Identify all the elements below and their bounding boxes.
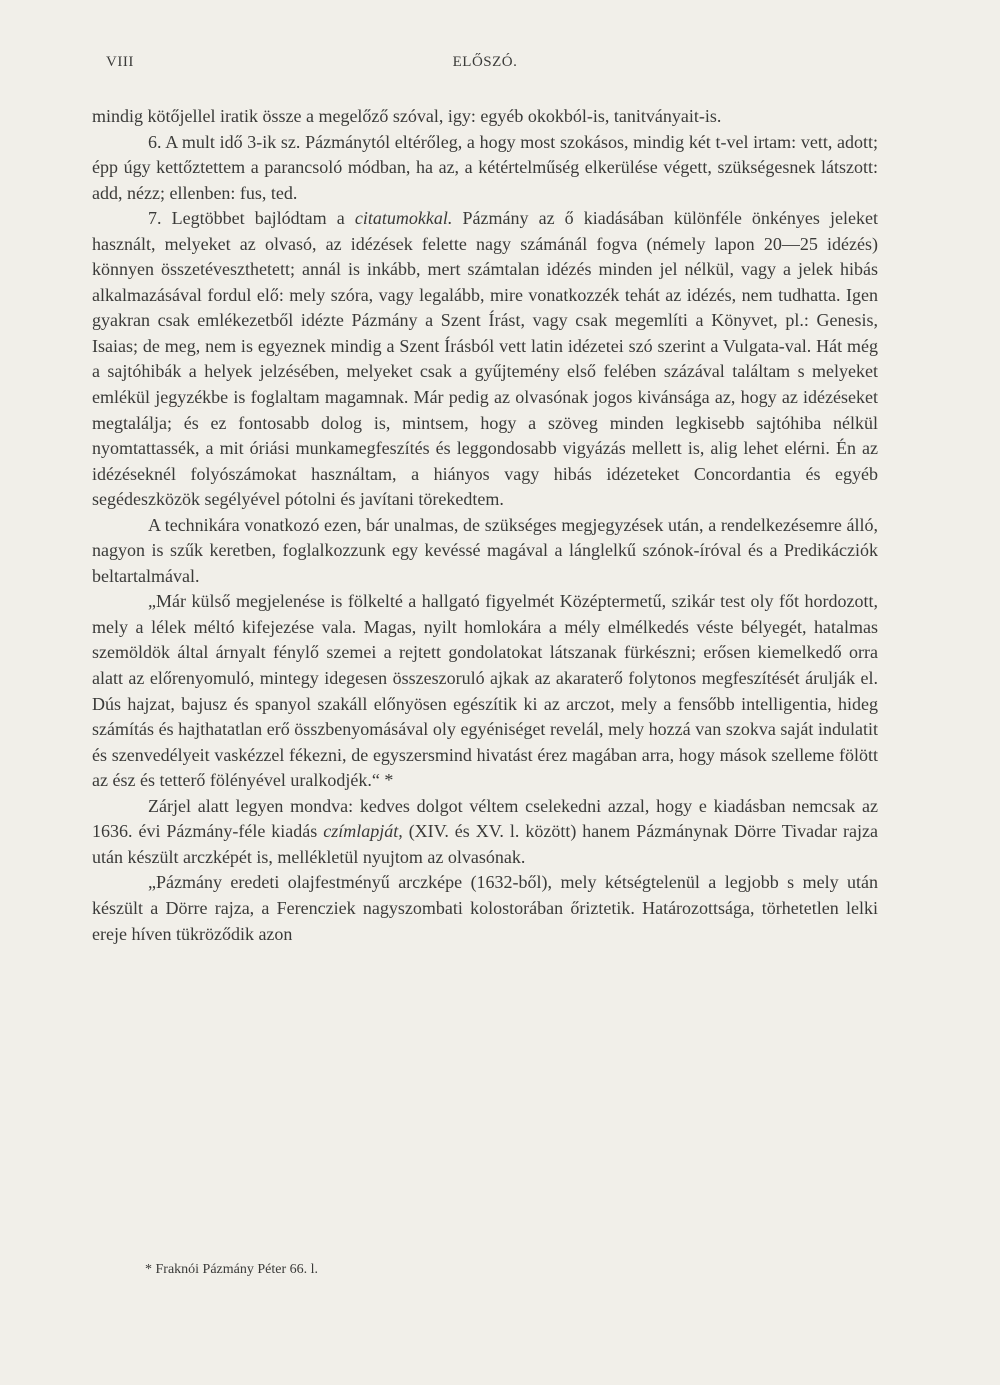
paragraph-5: „Már külső megjelenése is fölkelté a hallgató figyelmét Középtermetű, szikár test oly főt hordozott, mely a lélek méltó kifejezése vala. Magas, nyilt homlokára a mély elmélkedés véste bélyegét, hatalmas szemöldök által árnyalt fénylő szemei a rejtett gondolatokat látszanak fürkészni; erősen kiemelkedő orra alatt az előrenyomuló, mintegy idegesen összeszoruló ajkak az akaraterő folytonos megfeszítését árulják el. Dús hajzat, bajusz és spanyol szakáll előnyösen egészítik ki az arczot, mely a fensőbb intelligentia, hideg számítás és hajthatatlan erő összbenyomásával oly egyéniséget revelál, mely hozzá van szokva saját indulatit és szenvedélyeit vaskézzel fékezni, de egyszersmind hivatást érez magában arra, hogy mások szelleme fölött az ész és tetterő fölényével uralkodjék.“ * bbox=[92, 591, 878, 791]
main-text bbox=[92, 104, 878, 947]
footnote-text: * Fraknói Pázmány Péter 66. l. bbox=[145, 1262, 319, 1277]
paragraph-6-italic: czímlapját, bbox=[323, 821, 403, 842]
paragraph-1: mindig kötőjellel iratik össze a megelőző szóval, igy: egyéb okokból-is, tanitványait-is. bbox=[92, 106, 722, 126]
paragraph-3-italic: citatumokkal. bbox=[354, 208, 453, 229]
paragraph-2: 6. A mult idő 3-ik sz. Pázmánytól eltérőleg, a hogy most szokásos, mindig két t-vel irtam: vett, adott; épp úgy kettőztettem a parancsoló módban, ha az, a kétértelműség elkerülése végett, szükségesnek látszott: add, nézz; ellenben: fus, ted. bbox=[92, 131, 878, 203]
paragraph-6 bbox=[92, 794, 878, 871]
paragraph-4: A technikára vonatkozó ezen, bár unalmas, de szükséges megjegyzések után, a rendelkezésemre álló, nagyon is szűk keretben, foglalkozzunk egy kevéssé magával a lánglelkű szónok-íróval és a Predikácziók beltartalmával. bbox=[92, 514, 878, 586]
page-number: VIII bbox=[106, 54, 134, 70]
footnote bbox=[92, 1260, 878, 1280]
paragraph-6-lead: Zárjel alatt legyen mondva: kedves dolgot véltem cselekedni azzal, hogy e kiadásban nemcsak az 1636. évi Pázmány-féle kiadás bbox=[92, 795, 878, 842]
paragraph-7: „Pázmány eredeti olajfestményű arczképe (1632-ből), mely kétségtelenül a legjobb s mely után készült a Dörre rajza, a Ferencziek nagyszombati kolostorában őriztetik. Határozottsága, törhetetlen lelki ereje híven tükröződik azon bbox=[92, 872, 878, 944]
paragraph-6-rest: (XIV. és XV. l. között) hanem Pázmánynak Dörre Tivadar rajza után készült arczképét is, mellékletül nyujtom az olvasónak. bbox=[92, 821, 878, 867]
page-title: ELŐSZÓ. bbox=[452, 54, 518, 70]
running-head bbox=[92, 54, 878, 80]
paragraph-3 bbox=[92, 206, 878, 513]
paragraph-3-lead: 7. Legtöbbet bajlódtam a bbox=[148, 208, 355, 229]
paragraph-3-rest: Pázmány az ő kiadásában különféle önkényes jeleket használt, melyeket az olvasó, az idézések felette nagy számánál fogva (némely lapon 20—25 idézés) könnyen összetéveszthetett; annál is inkább, mert számtalan idézés minden jel nélkül, vagy a jelek hibás alkalmazásával fordul elő: mely szóra, vagy legalább, mire vonatkozzék tehát az idézés, nem tudhatta. Igen gyakran csak emlékezetből idézte Pázmány a Szent Írást, vagy csak megemlíti a Könyvet, pl.: Genesis, Isaias; de meg, nem is egyeznek mindig a Szent Írásból vett latin idézetei szó szerint a Vulgata-val. Hát még a sajtóhibák a helyek jelzésében, melyeket csak a gyűjtemény első felében százával találtam s melyeket emlékül jegyzékbe is foglaltam magamnak. Már pedig az olvasónak jogos kivánsága az, hogy az idézéseket megtalálja; és ez fontosabb dolog is, mintsem, hogy a szöveg minden legkisebb sajtóhiba nélkül nyomtattassék, a mit óriási munkamegfeszítés és leggondosabb vigyázás mellett is, alig lehet elérni. Én az idézéseknél folyószámokat használtam, a hiányos vagy hibás idézeteket Concordantia és egyéb segédeszközök segélyével pótolni és javítani törekedtem. bbox=[92, 208, 878, 510]
